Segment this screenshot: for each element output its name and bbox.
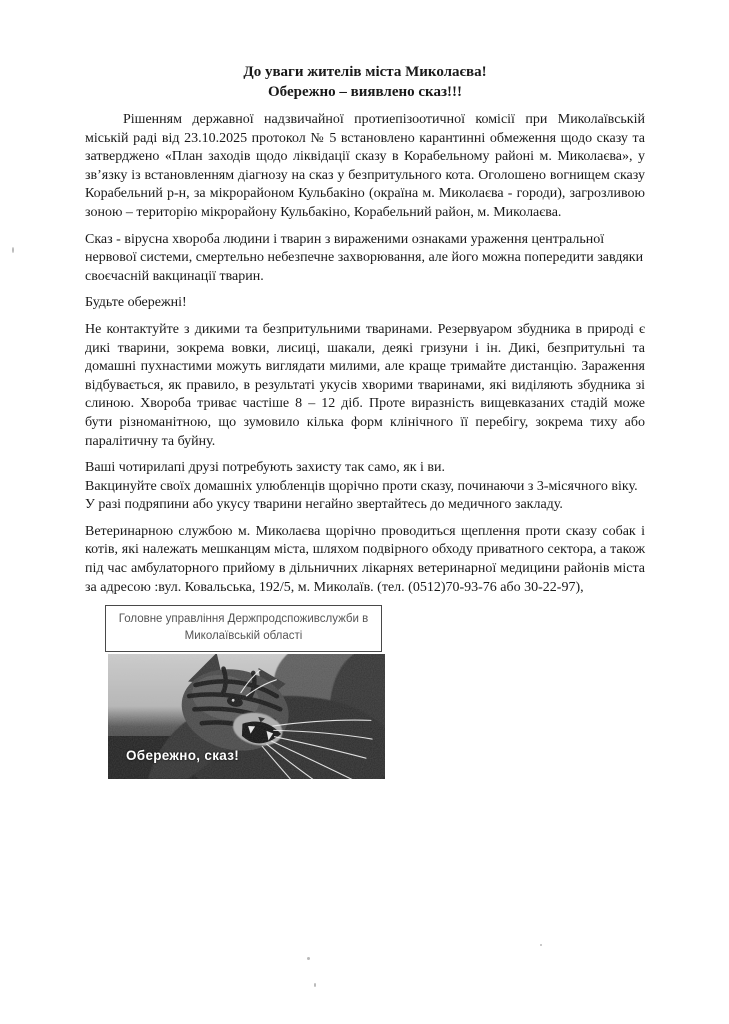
paragraph-pet-protection: [85, 459, 645, 515]
scan-speck: [307, 957, 310, 960]
paragraph-rabies-definition: Сказ - вірусна хвороба людини і тварин з вираженими ознаками ураження центральної нервової системи, смертельно небезпечне захворювання, але його можна попередити завдяки своєчасній вакцинації тварин.: [85, 231, 644, 284]
document-title-line-2: Обережно – виявлено сказ!!!: [268, 84, 462, 100]
scan-speck: [314, 983, 316, 987]
paragraph-avoid-animals-advice: Не контактуйте з дикими та безпритульними тваринами. Резервуаром збудника в природі є дикі тварини, зокрема вовки, лисиці, шакали, деякі гризуни і ін. Дикі, безпритульні та домашні пухнастими можуть виглядати милими, але краще тримайте дистанцію. Зараження відбувається, як правило, в результаті укусів хворими тваринами, які виділяють збудника зі слиною. Хвороба триває частіше 8 – 12 діб. Проте виразність вищевказаних стадій може бути різноманітною, що зумовило кілька форм клінічного її перебігу, зокрема тиху або паралітичну та буйну.: [85, 321, 645, 449]
figure-block: [85, 605, 645, 779]
scan-speck: [540, 944, 542, 946]
hissing-cat-photo: [108, 654, 385, 779]
figure-source-caption-line-2: Миколаївській області: [184, 630, 303, 643]
pet-protection-line-3: У разі подряпини або укусу тварини негайно звертайтесь до медичного закладу.: [85, 497, 563, 513]
document-body: [85, 62, 645, 779]
paragraph-vet-service-info: Ветеринарною службою м. Миколаєва щорічно проводиться щеплення проти сказу собак і котів, які належать мешканцям міста, шляхом подвірного обходу приватного сектора, а також під час амбулаторного прийому в дільничних лікарнях ветеринарної медицини районів міста за адресою :вул. Ковальська, 192/5, м. Миколаїв. (тел. (0512)70-93-76 або 30-22-97),: [85, 523, 645, 595]
pet-protection-line-1: Ваші чотирилапі друзі потребують захисту так само, як і ви.: [85, 460, 445, 476]
document-title: [85, 62, 645, 102]
scan-speck: [12, 247, 14, 253]
figure-source-caption-box: [105, 605, 382, 652]
paragraph-be-careful: Будьте обережні!: [85, 295, 187, 311]
document-title-line-1: До уваги жителів міста Миколаєва!: [243, 64, 487, 80]
figure-source-caption-line-1: Головне управління Держпродспоживслужби в: [118, 613, 369, 626]
paragraph-quarantine-decision: Рішенням державної надзвичайної протиепізоотичної комісії при Миколаївській міській раді від 23.10.2025 протокол № 5 встановлено карантинні обмеження щодо сказу та затверджено «План заходів щодо ліквідації сказу в Корабельному районі м. Миколаєва», у зв’язку із встановленням діагнозу на сказ у безпритульного кота. Оголошено вогнищем сказу Корабельний р-н, за мікрорайоном Кульбакіно (окраїна м. Миколаєва - городи), загрозливою зоною – територію мікрорайону Кульбакіно, Корабельний район, м. Миколаєва.: [85, 112, 645, 220]
photo-overlay-text: Обережно, сказ!: [126, 748, 240, 764]
pet-protection-line-2: Вакцинуйте своїх домашніх улюбленців щорічно проти сказу, починаючи з 3-місячного віку.: [85, 478, 638, 494]
